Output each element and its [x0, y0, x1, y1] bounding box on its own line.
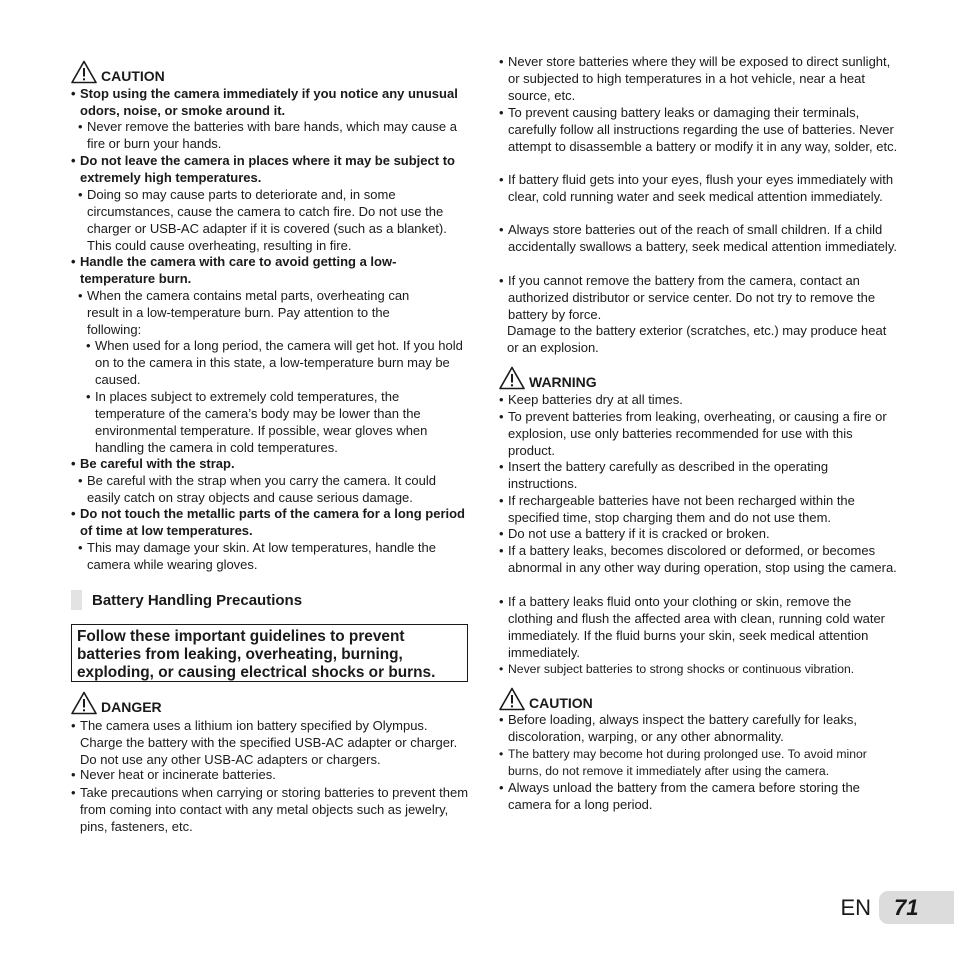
caution-title: CAUTION	[529, 695, 593, 711]
list-item: • If battery fluid gets into your eyes, flush your eyes immediately with clear, cold running water and seek medical attention immediately.	[499, 172, 894, 204]
warning-triangle-icon	[499, 687, 525, 711]
guideline-box: Follow these important guidelines to prevent batteries from leaking, overheating, burning, exploding, or causing electrical shocks or burns.	[71, 624, 468, 682]
list-item: • To prevent causing battery leaks or damaging their terminals, carefully follow all instructions regarding the use of batteries. Never attempt to disassemble a battery or modify it in any way, solder, etc.	[499, 105, 898, 154]
danger-heading	[71, 691, 162, 715]
caution-heading	[71, 60, 165, 84]
section-title: Battery Handling Precautions	[92, 591, 303, 609]
list-item: • When used for a long period, the camera will get hot. If you hold on to the camera in this state, a low-temperature burn may be caused.	[86, 338, 463, 387]
list-item: • Handle the camera with care to avoid getting a low-temperature burn.	[71, 254, 397, 286]
list-item: • This may damage your skin. At low temperatures, handle the camera while wearing gloves.	[78, 540, 437, 572]
warning-heading	[499, 366, 597, 390]
list-item: • Always unload the battery from the camera before storing the camera for a long period.	[499, 780, 860, 812]
list-item: • Be careful with the strap.	[71, 456, 235, 471]
section-heading	[71, 590, 302, 610]
warning-title: WARNING	[529, 374, 597, 390]
caution-title: CAUTION	[101, 68, 165, 84]
list-item: • Never subject batteries to strong shocks or continuous vibration.	[499, 662, 855, 676]
list-item: • Doing so may cause parts to deteriorate and, in some circumstances, cause the camera to catch fire. Do not use the charger or USB-AC adapter if it is covered (such as a blanket). This could cause overheating, resulting in fire.	[78, 187, 447, 253]
list-item: • Before loading, always inspect the battery carefully for leaks, discoloration, warping, or any other abnormality.	[499, 712, 858, 744]
list-item: • The battery may become hot during prolonged use. To avoid minor burns, do not remove it immediately after using the camera.	[499, 747, 867, 778]
list-item: • To prevent batteries from leaking, overheating, or causing a fire or explosion, use only batteries recommended for use with this product.	[499, 409, 887, 458]
list-item: • Always store batteries out of the reach of small children. If a child accidentally swallows a battery, seek medical attention immediately.	[499, 222, 897, 254]
list-item: • Take precautions when carrying or storing batteries to prevent them from coming into contact with any metal objects such as jewelry, pins, fasteners, etc.	[71, 785, 469, 834]
list-item: • Stop using the camera immediately if you notice any unusual odors, noise, or smoke around it.	[71, 86, 458, 118]
list-item: • If a battery leaks, becomes discolored or deformed, or becomes abnormal in any other way during operation, stop using the camera.	[499, 543, 897, 575]
section-marker	[71, 590, 82, 610]
warning-triangle-icon	[71, 691, 97, 715]
list-item: • Never heat or incinerate batteries.	[71, 767, 276, 782]
note-text: Damage to the battery exterior (scratches, etc.) may produce heat or an explosion.	[507, 323, 887, 355]
list-item: • If you cannot remove the battery from the camera, contact an authorized distributor or service center. Do not try to remove the battery by force.	[499, 273, 876, 322]
list-item: • In places subject to extremely cold temperatures, the temperature of the camera’s body may be lower than the environmental temperature. If possible, wear gloves when handling the camera in cold temperatures.	[86, 389, 428, 455]
list-item: • When the camera contains metal parts, overheating can result in a low-temperature burn. Pay attention to the following:	[78, 288, 410, 337]
list-item: • Insert the battery carefully as described in the operating instructions.	[499, 459, 829, 491]
warning-triangle-icon	[71, 60, 97, 84]
list-item: • If a battery leaks fluid onto your clothing or skin, remove the clothing and flush the affected area with clean, running cold water immediately. If the fluid burns your skin, seek medical attention immediately.	[499, 594, 885, 660]
danger-title: DANGER	[101, 699, 162, 715]
list-item: • Keep batteries dry at all times.	[499, 392, 683, 407]
list-item: • Do not use a battery if it is cracked or broken.	[499, 526, 770, 541]
warning-triangle-icon	[499, 366, 525, 390]
list-item: • If rechargeable batteries have not been recharged within the specified time, stop charging them and do not use them.	[499, 493, 855, 525]
list-item: • Do not leave the camera in places where it may be subject to extremely high temperatures.	[71, 153, 455, 185]
list-item: • The camera uses a lithium ion battery specified by Olympus. Charge the battery with the specified USB-AC adapter or charger. Do not use any other USB-AC adapters or chargers.	[71, 718, 458, 767]
list-item: • Do not touch the metallic parts of the camera for a long period of time at low temperatures.	[71, 506, 465, 538]
page-number: 71	[879, 891, 954, 924]
list-item: • Never remove the batteries with bare hands, which may cause a fire or burn your hands.	[78, 119, 457, 151]
language-label: EN	[840, 895, 871, 920]
list-item: • Never store batteries where they will be exposed to direct sunlight, or subjected to high temperatures in a hot vehicle, near a heat source, etc.	[499, 54, 891, 103]
caution-heading	[499, 687, 593, 711]
list-item: • Be careful with the strap when you carry the camera. It could easily catch on stray objects and cause serious damage.	[78, 473, 437, 505]
page-footer	[840, 891, 954, 924]
